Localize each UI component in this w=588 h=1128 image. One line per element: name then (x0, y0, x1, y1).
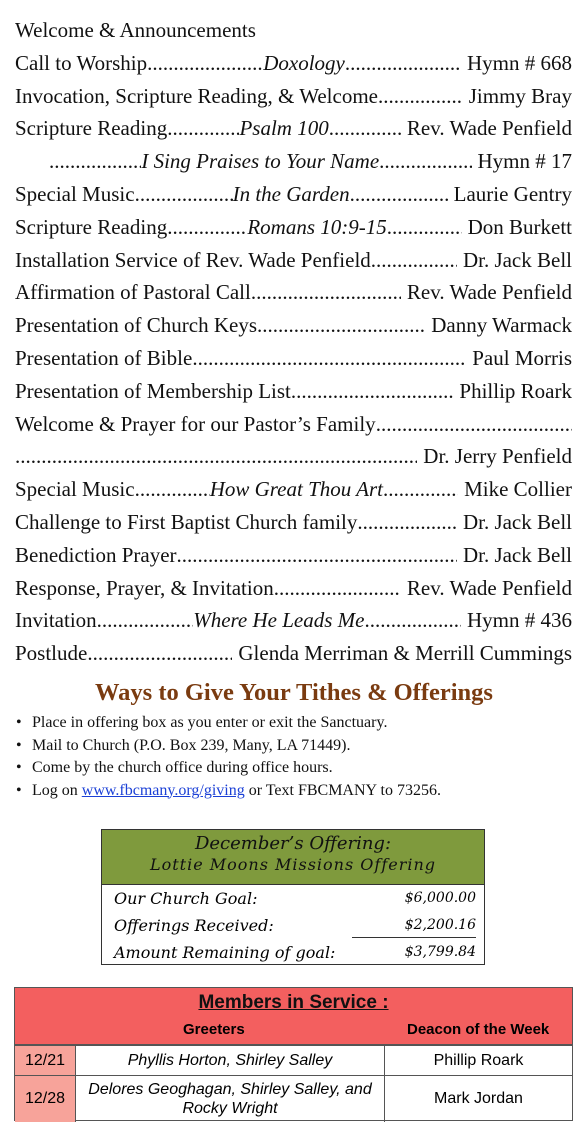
program-item-label: Scripture Reading. (15, 214, 173, 239)
program-item-value: Paul Morris (472, 345, 572, 370)
program-line (15, 215, 572, 248)
leader-dots (329, 116, 401, 141)
deacon-cell: Mark Jordan (434, 1090, 523, 1107)
program-item-label: Postlude (15, 641, 88, 666)
program-line (15, 608, 572, 641)
ways-to-give-title: Ways to Give Your Tithes & Offerings (95, 679, 493, 706)
list-item: • Place in offering box as you enter or exit the Sanctuary. (16, 712, 441, 735)
program-line (15, 18, 572, 51)
leader-dots (274, 576, 401, 601)
program-line (15, 412, 572, 445)
leader-dots (251, 280, 401, 305)
program-item-value: Hymn # 436 (467, 608, 573, 633)
program-item-label: Challenge to First Baptist Church family (15, 509, 358, 534)
leader-dots (364, 608, 461, 633)
offering-title: December’s Offering: (194, 833, 392, 854)
program-item-label: Welcome & Announcements (15, 18, 256, 42)
leader-dots (376, 412, 572, 437)
offering-subtitle: Lottie Moons Missions Offering (149, 855, 437, 874)
leader-dots (172, 215, 247, 240)
program-item-value: Rev. Wade Penfield (406, 280, 572, 305)
program-line (15, 182, 572, 215)
leader-dots (167, 116, 239, 141)
program-item-value: Danny Warmack (431, 313, 572, 338)
leader-dots (378, 84, 463, 109)
program-item-value: Laurie Gentry (453, 181, 572, 206)
program-line (15, 116, 572, 149)
program-item-label: Presentation of Church Keys (15, 313, 258, 338)
members-header (15, 988, 572, 1045)
greeters-cell: Phyllis Horton, Shirley Salley (76, 1046, 385, 1075)
program-line (15, 51, 572, 84)
program-item-value: Jimmy Bray (468, 83, 572, 108)
divider (352, 937, 476, 938)
leader-dots (257, 313, 425, 338)
program-item-title: Romans 10:9-15 (247, 214, 387, 239)
leader-dots (87, 641, 232, 666)
leader-dots (345, 51, 461, 76)
leader-dots (291, 379, 454, 404)
members-in-service-table (14, 987, 573, 1121)
program-item-value: Glenda Merriman & Merrill Cummings (238, 641, 572, 666)
leader-dots (147, 51, 263, 76)
program-item-value: Dr. Jerry Penfield (423, 444, 572, 469)
ways-to-give-list (16, 712, 441, 802)
offering-box (101, 829, 485, 965)
program-item-title: I Sing Praises to Your Name (141, 149, 380, 174)
leader-dots (97, 608, 194, 633)
leader-dots (192, 346, 466, 371)
bullet-icon: • (16, 759, 22, 776)
program-item-title: In the Garden (232, 181, 350, 206)
program-line (15, 248, 572, 281)
list-item: • Mail to Church (P.O. Box 239, Many, LA 71449). (16, 735, 441, 758)
leader-dots (350, 182, 448, 207)
members-title: Members in Service : (198, 992, 389, 1013)
date-cell: 12/28 (15, 1076, 76, 1122)
column-header-deacon: Deacon of the Week (407, 1021, 550, 1038)
giving-link[interactable]: www.fbcmany.org/giving (81, 781, 245, 799)
program-item-value: Rev. Wade Penfield (406, 575, 572, 600)
program-item-label: Presentation of Membership List (15, 378, 291, 403)
date-cell: 12/21 (15, 1046, 76, 1075)
program-item-label: Call to Worship (15, 50, 148, 75)
program-item-title: Psalm 100 (239, 116, 329, 141)
column-header-greeters: Greeters (183, 1021, 245, 1038)
program-line (15, 641, 572, 674)
table-row (15, 1075, 572, 1122)
program-line (15, 84, 572, 117)
program-item-label: Response, Prayer, & Invitation (15, 575, 274, 600)
program-item-label: Installation Service of Rev. Wade Penfield (15, 247, 371, 272)
order-of-service (15, 18, 572, 674)
table-row (15, 1045, 572, 1075)
offering-header (102, 830, 484, 885)
program-line (15, 543, 572, 576)
list-item: • Come by the church office during office hours. (16, 757, 441, 780)
program-item-value: Hymn # 17 (477, 149, 572, 174)
deacon-cell: Phillip Roark (433, 1051, 524, 1069)
program-item-value: Mike Collier (464, 477, 572, 502)
program-line (15, 346, 572, 379)
bullet-icon: • (16, 714, 22, 731)
leader-dots (383, 477, 458, 502)
offering-row: Our Church Goal: $6,000.00 (114, 889, 476, 908)
program-item-label: Benediction Prayer (15, 542, 177, 567)
program-line (15, 477, 572, 510)
program-item-label: Affirmation of Pastoral Call (15, 280, 251, 305)
program-item-label: Invitation (15, 608, 97, 633)
program-item-title: Where He Leads Me (193, 608, 365, 633)
program-line (15, 379, 572, 412)
list-item: • Log on www.fbcmany.org/giving or Text FBCMANY to 73256. (16, 780, 441, 803)
program-item-label: Invocation, Scripture Reading, & Welcome (15, 83, 378, 108)
program-line (15, 149, 572, 182)
offering-row: Offerings Received: $2,200.16 (114, 916, 476, 935)
program-item-label: Special Music (15, 181, 135, 206)
leader-dots (371, 248, 457, 273)
program-item-value: Dr. Jack Bell (462, 247, 572, 272)
leader-dots (379, 149, 471, 174)
program-line (15, 576, 572, 609)
leader-dots (387, 215, 462, 240)
program-item-label: Welcome & Prayer for our Pastor’s Family (15, 411, 376, 436)
program-item-value: Dr. Jack Bell (462, 509, 572, 534)
program-item-value: Hymn # 668 (467, 50, 572, 75)
leader-dots (15, 444, 417, 469)
leader-dots (135, 477, 210, 502)
leader-dots (135, 182, 233, 207)
program-line (15, 510, 572, 543)
leader-dots (49, 149, 141, 174)
program-item-value: Dr. Jack Bell (462, 542, 572, 567)
program-line (15, 313, 572, 346)
program-item-label: Special Music (15, 477, 135, 502)
bullet-icon: • (16, 781, 22, 799)
leader-dots (177, 543, 457, 568)
program-item-value: Rev. Wade Penfield (406, 116, 573, 141)
program-item-title: How Great Thou Art (209, 477, 383, 502)
greeters-cell: Delores Geoghagan, Shirley Salley, and Rocky Wright (76, 1076, 385, 1122)
bullet-icon: • (16, 736, 22, 754)
offering-row: Amount Remaining of goal: $3,799.84 (114, 943, 476, 962)
program-item-label: Scripture Reading (15, 116, 168, 141)
leader-dots (357, 510, 457, 535)
program-item-value: Phillip Roark (459, 378, 572, 403)
program-line (15, 444, 572, 477)
program-item-title: Doxology (263, 50, 345, 75)
program-item-label: Presentation of Bible (15, 345, 193, 370)
program-item-value: Don Burkett (467, 214, 572, 239)
program-line (15, 280, 572, 313)
